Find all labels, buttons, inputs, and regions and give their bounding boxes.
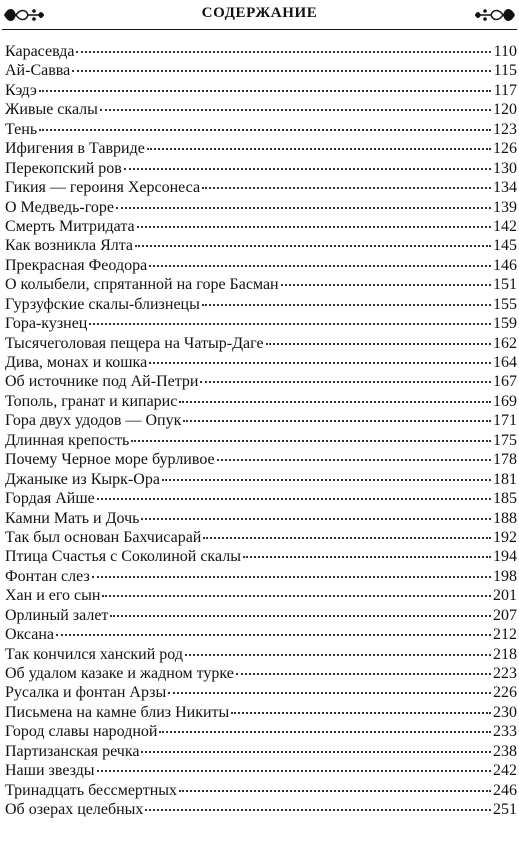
dot-leader	[39, 128, 491, 131]
dot-leader	[179, 789, 491, 792]
dot-leader	[149, 264, 491, 267]
toc-entry-page-number: 151	[493, 276, 517, 294]
toc-entry-title: Птица Счастья с Соколиной скалы	[5, 548, 241, 566]
dot-leader	[102, 594, 491, 597]
toc-entry-page-number: 230	[493, 703, 517, 721]
dot-leader	[39, 89, 491, 92]
dot-leader	[185, 653, 491, 656]
toc-entry-title: Тысячеголовая пещера на Чатыр-Даге	[5, 334, 264, 352]
dot-leader	[110, 614, 491, 617]
dot-leader	[168, 691, 491, 694]
toc-entry-page-number: 130	[493, 159, 517, 177]
toc-entry-page-number: 233	[493, 723, 517, 741]
dot-leader	[92, 575, 491, 578]
toc-entry	[5, 547, 517, 566]
toc-entry-title: Гикия — героиня Херсонеса	[5, 179, 201, 197]
dot-leader	[217, 458, 491, 461]
toc-entry-title: Партизанская речка	[5, 742, 140, 760]
toc-entry-page-number: 192	[493, 528, 517, 546]
dot-leader	[97, 497, 491, 500]
toc-entry-title: Орлиный залет	[5, 606, 109, 624]
toc-entry-title: Как возникла Ялта	[5, 237, 134, 255]
toc-entry	[5, 606, 517, 625]
toc-entry	[5, 100, 517, 119]
toc-entry-title: О колыбели, спрятанной на горе Басман	[5, 276, 279, 294]
toc-entry-page-number: 110	[493, 43, 517, 60]
dot-leader	[145, 808, 491, 811]
toc-entry	[5, 625, 517, 644]
toc-entry-title: Русалка и фонтан Арзы	[5, 684, 167, 702]
toc-entry	[5, 372, 517, 391]
dot-leader	[202, 186, 491, 189]
toc-entry	[5, 314, 517, 333]
dot-leader	[243, 555, 491, 558]
toc-entry-title: Наши звезды	[5, 762, 95, 780]
toc-entry-title: Тринадцать бессмертных	[5, 781, 178, 799]
toc-entry-title: Перекопский ров	[5, 159, 122, 177]
toc-entry-title: Об удалом казаке и жадном турке	[5, 665, 234, 682]
toc-entry	[5, 61, 517, 80]
toc-entry-title: Живые скалы	[5, 101, 98, 119]
toc-entry	[5, 392, 517, 411]
toc-entry	[5, 334, 517, 353]
dot-leader	[135, 244, 491, 247]
dot-leader	[141, 517, 491, 520]
dot-leader	[179, 400, 491, 403]
toc-entry	[5, 139, 517, 158]
toc-entry	[5, 742, 517, 761]
toc-entry-page-number: 134	[493, 179, 517, 197]
toc-entry	[5, 509, 517, 528]
toc-entry-page-number: 212	[493, 626, 517, 644]
toc-entry-title: Так кончился ханский род	[5, 645, 183, 663]
toc-entry	[5, 217, 517, 236]
dot-leader	[124, 167, 491, 170]
toc-entry	[5, 275, 517, 294]
toc-entry-page-number: 226	[493, 684, 517, 702]
toc-entry-page-number: 115	[493, 62, 517, 80]
toc-entry-page-number: 146	[493, 256, 517, 274]
toc-entry-page-number: 181	[493, 470, 517, 488]
toc-entry-page-number: 251	[493, 801, 517, 819]
toc-entry	[5, 489, 517, 508]
toc-entry-page-number: 238	[493, 742, 517, 760]
toc-entry	[5, 664, 517, 683]
toc-entry	[5, 645, 517, 664]
dot-leader	[76, 50, 491, 53]
toc-entry	[5, 256, 517, 275]
toc-entry-page-number: 155	[493, 295, 517, 313]
toc-entry	[5, 411, 517, 430]
toc-entry	[5, 431, 517, 450]
dot-leader	[131, 439, 491, 442]
toc-entry-title: Тополь, гранат и кипарис	[5, 392, 178, 410]
toc-entry-title: Ай-Савва	[5, 62, 71, 80]
toc-entry	[5, 353, 517, 372]
toc-entry	[5, 42, 517, 61]
dot-leader	[203, 536, 491, 539]
toc-entry-title: Фонтан слез	[5, 567, 90, 585]
toc-entry-page-number: 139	[493, 198, 517, 216]
toc-entry-title: Прекрасная Феодора	[5, 256, 148, 274]
toc-entry	[5, 295, 517, 314]
toc-entry-page-number: 175	[493, 431, 517, 449]
dot-leader	[56, 633, 491, 636]
page-title: СОДЕРЖАНИЕ	[201, 5, 318, 21]
dot-leader	[147, 147, 491, 150]
toc-entry	[5, 81, 517, 100]
dot-leader	[236, 672, 491, 675]
dot-leader	[89, 322, 491, 325]
toc-entry	[5, 800, 517, 819]
toc-entry-title: Дива, монах и кошка	[5, 354, 148, 371]
toc-entry-page-number: 242	[493, 762, 517, 780]
page-header	[0, 0, 519, 30]
toc-entry-title: Об озерах целебных	[5, 801, 144, 819]
toc-entry-page-number: 188	[493, 509, 517, 527]
toc-entry	[5, 781, 517, 800]
dot-leader	[202, 303, 491, 306]
dot-leader	[149, 361, 491, 364]
toc-entry-title: Тень	[5, 120, 38, 138]
toc-entry	[5, 567, 517, 586]
toc-entry	[5, 198, 517, 217]
dot-leader	[200, 380, 491, 383]
toc-entry	[5, 761, 517, 780]
toc-entry-title: Ифигения в Тавриде	[5, 140, 145, 158]
toc-entry-page-number: 198	[493, 567, 517, 585]
toc-entry-page-number: 194	[493, 548, 517, 566]
toc-entry-title: Гордая Айше	[5, 490, 95, 508]
toc-entry	[5, 722, 517, 741]
dot-leader	[100, 108, 491, 111]
toc-entry-title: Так был основан Бахчисарай	[5, 528, 202, 546]
toc-entry-title: Джаныке из Кырк-Ора	[5, 470, 160, 488]
toc-entry-page-number: 120	[493, 101, 517, 119]
toc-entry-title: Гора-кузнец	[5, 315, 88, 333]
toc-entry-title: Кэдэ	[5, 81, 37, 99]
dot-leader	[137, 225, 491, 228]
dot-leader	[141, 750, 491, 753]
dot-leader	[97, 769, 491, 772]
toc-entry-title: О Медведь-горе	[5, 198, 114, 216]
toc-entry-page-number: 223	[493, 665, 517, 682]
toc-entry	[5, 528, 517, 547]
toc-entry	[5, 159, 517, 178]
toc-entry-page-number: 162	[493, 334, 517, 352]
toc-entry-page-number: 159	[493, 315, 517, 333]
dot-leader	[159, 730, 491, 733]
toc-entry-page-number: 218	[493, 645, 517, 663]
toc-entry	[5, 683, 517, 702]
toc-entry-page-number: 169	[493, 392, 517, 410]
toc-entry-title: Смерть Митридата	[5, 217, 135, 235]
dot-leader	[281, 283, 491, 286]
toc-entry	[5, 178, 517, 197]
table-of-contents	[5, 42, 517, 820]
toc-entry-title: Длинная крепость	[5, 431, 130, 449]
toc-entry-title: Город славы народной	[5, 723, 158, 741]
toc-entry-page-number: 145	[493, 237, 517, 255]
toc-entry-page-number: 171	[493, 412, 517, 430]
toc-entry-page-number: 185	[493, 490, 517, 508]
dot-leader	[116, 206, 491, 209]
toc-entry	[5, 470, 517, 489]
toc-entry	[5, 120, 517, 139]
toc-entry-page-number: 178	[493, 451, 517, 469]
dot-leader	[266, 342, 491, 345]
dot-leader	[162, 478, 491, 481]
toc-entry-title: Письмена на камне близ Никиты	[5, 703, 230, 721]
dot-leader	[72, 69, 491, 72]
toc-entry-title: Об источнике под Ай-Петри	[5, 373, 199, 391]
toc-entry-page-number: 117	[493, 81, 517, 99]
toc-entry-page-number: 167	[493, 373, 517, 391]
floral-ornament-icon	[473, 5, 517, 25]
toc-entry-title: Камни Мать и Дочь	[5, 509, 140, 527]
toc-entry-page-number: 164	[493, 354, 517, 371]
toc-entry-page-number: 123	[493, 120, 517, 138]
toc-entry-title: Карасевда	[5, 43, 75, 60]
toc-entry	[5, 586, 517, 605]
toc-entry-title: Хан и его сын	[5, 587, 101, 605]
toc-entry-title: Гурзуфские скалы-близнецы	[5, 295, 200, 313]
toc-entry-title: Гора двух удодов — Опук	[5, 412, 182, 430]
toc-entry	[5, 236, 517, 255]
toc-entry-page-number: 126	[493, 140, 517, 158]
toc-entry-page-number: 201	[493, 587, 517, 605]
toc-entry-title: Оксана	[5, 626, 54, 644]
toc-entry	[5, 450, 517, 469]
toc-entry-page-number: 246	[493, 781, 517, 799]
dot-leader	[231, 711, 491, 714]
header-divider	[2, 29, 517, 30]
toc-entry-title: Почему Черное море бурливое	[5, 451, 215, 469]
toc-entry-page-number: 142	[493, 217, 517, 235]
dot-leader	[183, 419, 491, 422]
toc-entry-page-number: 207	[493, 606, 517, 624]
toc-entry	[5, 703, 517, 722]
